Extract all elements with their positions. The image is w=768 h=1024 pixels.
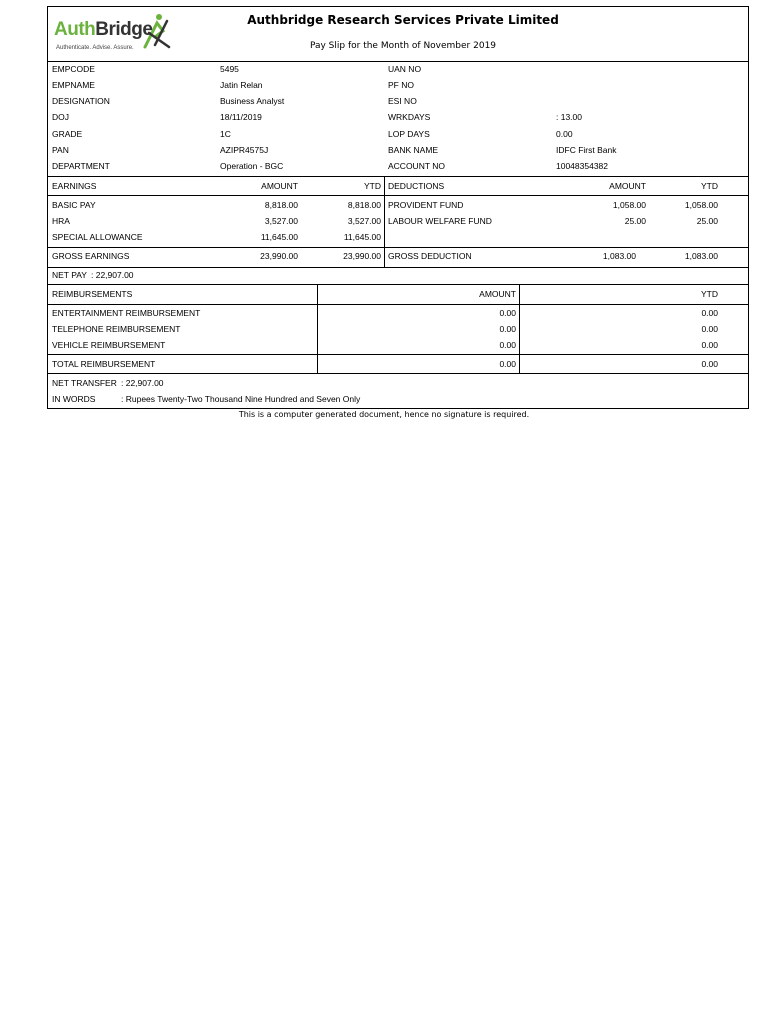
reimbursements-amount-header: AMOUNT <box>479 289 516 299</box>
reimbursement-amount: 0.00 <box>499 308 516 318</box>
company-name: Authbridge Research Services Private Limited <box>247 13 559 27</box>
logo-text-auth: Auth <box>54 19 96 40</box>
reimbursement-amount: 0.00 <box>499 324 516 334</box>
total-reimbursement-ytd: 0.00 <box>701 359 718 369</box>
emp-label: WRKDAYS <box>388 112 431 122</box>
emp-value: AZIPR4575J <box>220 145 269 155</box>
net-transfer-label: NET TRANSFER <box>52 378 117 388</box>
emp-label: DEPARTMENT <box>52 161 110 171</box>
reimbursement-label: VEHICLE REIMBURSEMENT <box>52 340 166 350</box>
emp-value: Operation - BGC <box>220 161 284 171</box>
earning-ytd: 3,527.00 <box>347 216 381 226</box>
logo-tagline: Authenticate. Advise. Assure. <box>56 45 134 51</box>
emp-value: Business Analyst <box>220 96 285 106</box>
earning-ytd: 11,645.00 <box>343 232 381 242</box>
reimbursement-ytd: 0.00 <box>701 340 718 350</box>
reimbursements-ytd-header: YTD <box>701 289 718 299</box>
earning-amount: 8,818.00 <box>264 200 298 210</box>
emp-label: BANK NAME <box>388 145 439 155</box>
deductions-header: DEDUCTIONS <box>388 181 445 191</box>
emp-label: UAN NO <box>388 64 422 74</box>
total-reimbursement-amount: 0.00 <box>499 359 516 369</box>
emp-value: 10048354382 <box>556 161 609 171</box>
divider <box>48 284 748 285</box>
deductions-amount-header: AMOUNT <box>609 181 646 191</box>
emp-label: ESI NO <box>388 96 417 106</box>
deductions-ytd-header: YTD <box>701 181 718 191</box>
in-words-label: IN WORDS <box>52 394 96 404</box>
column-divider <box>384 176 385 268</box>
reimbursement-label: TELEPHONE REIMBURSEMENT <box>52 324 181 334</box>
emp-label: LOP DAYS <box>388 129 430 139</box>
earning-amount: 11,645.00 <box>260 232 298 242</box>
payslip-container <box>47 6 749 409</box>
divider <box>48 247 748 248</box>
deduction-label: LABOUR WELFARE FUND <box>388 216 492 226</box>
divider <box>48 176 748 177</box>
net-pay-label: NET PAY <box>52 270 87 280</box>
emp-label: PF NO <box>388 80 414 90</box>
footer-note: This is a computer generated document, hence no signature is required. <box>238 410 530 419</box>
deduction-label: PROVIDENT FUND <box>388 200 464 210</box>
gross-earnings-label: GROSS EARNINGS <box>52 251 130 261</box>
gross-deduction-label: GROSS DEDUCTION <box>388 251 472 261</box>
total-reimbursement-label: TOTAL REIMBURSEMENT <box>52 359 156 369</box>
payslip-period: Pay Slip for the Month of November 2019 <box>309 41 497 51</box>
divider <box>48 267 748 268</box>
emp-value: 0.00 <box>556 129 573 139</box>
in-words-value: : Rupees Twenty-Two Thousand Nine Hundred and Seven Only <box>121 394 361 404</box>
reimbursement-amount: 0.00 <box>499 340 516 350</box>
logo-mark-icon <box>141 11 173 51</box>
reimbursement-ytd: 0.00 <box>701 324 718 334</box>
deduction-ytd: 1,058.00 <box>684 200 718 210</box>
earnings-ytd-header: YTD <box>364 181 381 191</box>
divider <box>48 373 748 374</box>
column-divider <box>317 284 318 373</box>
gross-deduction-amount: 1,083.00 <box>602 251 636 261</box>
reimbursements-header: REIMBURSEMENTS <box>52 289 133 299</box>
earning-amount: 3,527.00 <box>264 216 298 226</box>
gross-earnings-amount: 23,990.00 <box>260 251 298 261</box>
reimbursement-label: ENTERTAINMENT REIMBURSEMENT <box>52 308 201 318</box>
emp-label: DESIGNATION <box>52 96 110 106</box>
emp-value: 18/11/2019 <box>220 112 262 122</box>
column-divider <box>519 284 520 373</box>
emp-value: IDFC First Bank <box>556 145 617 155</box>
gross-deduction-ytd: 1,083.00 <box>684 251 718 261</box>
earning-label: SPECIAL ALLOWANCE <box>52 232 143 242</box>
earning-ytd: 8,818.00 <box>347 200 381 210</box>
divider <box>48 304 748 305</box>
emp-label: PAN <box>52 145 69 155</box>
emp-label: EMPNAME <box>52 80 95 90</box>
gross-earnings-ytd: 23,990.00 <box>343 251 381 261</box>
emp-label: EMPCODE <box>52 64 95 74</box>
net-transfer-value: : 22,907.00 <box>121 378 164 388</box>
net-pay-value: : 22,907.00 <box>91 270 134 280</box>
company-logo <box>54 20 152 39</box>
divider <box>48 354 748 355</box>
divider <box>48 61 748 62</box>
emp-label: GRADE <box>52 129 83 139</box>
earning-label: HRA <box>52 216 70 226</box>
emp-value: Jatin Relan <box>220 80 263 90</box>
earnings-amount-header: AMOUNT <box>261 181 298 191</box>
deduction-amount: 1,058.00 <box>612 200 646 210</box>
emp-label: ACCOUNT NO <box>388 161 445 171</box>
emp-value: : 13.00 <box>556 112 582 122</box>
emp-value: 5495 <box>220 64 239 74</box>
earnings-header: EARNINGS <box>52 181 97 191</box>
deduction-amount: 25.00 <box>624 216 646 226</box>
logo-text-bridge: Bridge <box>95 19 153 40</box>
divider <box>48 195 748 196</box>
emp-value: 1C <box>220 129 231 139</box>
earning-label: BASIC PAY <box>52 200 96 210</box>
deduction-ytd: 25.00 <box>696 216 718 226</box>
emp-label: DOJ <box>52 112 69 122</box>
reimbursement-ytd: 0.00 <box>701 308 718 318</box>
